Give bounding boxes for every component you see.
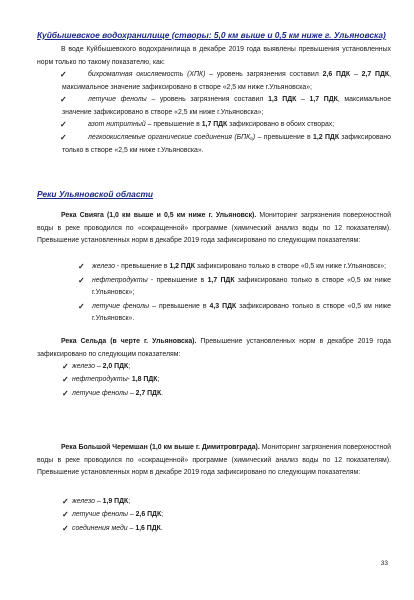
list-item xyxy=(62,69,391,94)
list-item xyxy=(62,94,391,119)
indicator-name: азот нитритный xyxy=(88,121,146,129)
item-value: 2,0 ПДК xyxy=(102,363,129,370)
list-item xyxy=(62,522,391,535)
check-icon: ✓ xyxy=(78,275,85,285)
indicator-name: железо xyxy=(72,363,95,370)
item-value: 1,3 ПДК xyxy=(268,96,297,104)
item-text: ; xyxy=(128,363,131,370)
indicator-name: летучие фенолы xyxy=(92,302,150,310)
item-text: ; xyxy=(157,376,160,384)
selda-paragraph xyxy=(37,336,391,361)
list-item xyxy=(62,508,391,521)
item-text: ; xyxy=(161,511,164,519)
item-text: – xyxy=(127,389,136,397)
item-value: 1,6 ПДК xyxy=(135,524,161,532)
indicator-name: летучие фенолы xyxy=(72,389,128,397)
item-text: - xyxy=(127,376,132,384)
check-icon: ✓ xyxy=(62,375,69,385)
cheremshan-body: Мониторинг загрязнения поверхностной воды в реке проводился по «сокращенной» программе (химический анализ воды по 12 показателям). Превышение установленных норм в декабре 2019 года зафиксировано по следующим показателям: xyxy=(37,444,392,477)
item-text: – xyxy=(350,71,362,78)
item-text: , максимальное значение зафиксировано в створе «2,5 км ниже г.Ульяновска»; xyxy=(62,96,392,116)
item-text: зафиксировано только в створе «0,5 км ниже г.Ульяновск». xyxy=(92,302,391,323)
item-text: зафиксировано в обоих створах; xyxy=(227,121,335,129)
indicator-name: нефтепродукты xyxy=(92,276,148,284)
item-value: 1,2 ПДК xyxy=(169,263,195,270)
indicator-name: нефтепродукты xyxy=(72,376,128,384)
item-text: . xyxy=(160,524,163,532)
check-icon: ✓ xyxy=(62,510,69,520)
list-item xyxy=(62,132,391,157)
indicator-name: легкоокисляемые органические соединения (БПК₅) xyxy=(88,133,256,141)
item-text: – превышение в xyxy=(255,133,314,141)
item-value: 4,3 ПДК xyxy=(209,302,237,310)
item-value: 1,2 ПДК xyxy=(313,133,340,141)
list-item xyxy=(62,373,391,386)
item-text: – xyxy=(296,96,310,104)
item-text: - превышение в xyxy=(147,276,208,284)
item-value: 2,6 ПДК xyxy=(135,511,162,519)
list-item xyxy=(80,261,391,274)
cheremshan-paragraph xyxy=(37,442,391,480)
indicator-name: летучие фенолы xyxy=(72,511,128,519)
item-value: 1,8 ПДК xyxy=(131,376,158,384)
kuib-indicator-list xyxy=(62,69,391,157)
item-value: 1,7 ПДК xyxy=(201,121,228,129)
item-text: , максимальное значение зафиксировано в створе «2,5 км ниже г.Ульяновска»; xyxy=(62,71,392,91)
check-icon: ✓ xyxy=(78,262,85,271)
selda-body: Превышение установленных норм в декабре 2019 года зафиксировано по следующим показателям: xyxy=(37,338,391,358)
sviyaga-heading: Река Свияга (1,0 км выше и 0,5 км ниже г. Ульяновск). xyxy=(61,212,257,219)
item-value: 2,6 ПДК xyxy=(322,71,351,78)
item-text: – xyxy=(94,363,103,370)
item-text: зафиксировано только в створе «2,5 км ниже г.Ульяновска». xyxy=(62,133,392,154)
selda-heading: Река Сельда (в черте г. Ульяновска). xyxy=(61,338,197,345)
item-text: ; xyxy=(128,498,131,505)
check-icon: ✓ xyxy=(60,120,67,130)
indicator-name: железо xyxy=(72,498,95,505)
item-text: – превышение в xyxy=(145,121,202,129)
check-icon: ✓ xyxy=(62,523,69,533)
check-icon: ✓ xyxy=(60,132,67,142)
item-text: - превышение в xyxy=(114,263,170,270)
sviyaga-paragraph xyxy=(37,210,391,248)
check-icon: ✓ xyxy=(78,301,85,311)
cheremshan-indicator-list xyxy=(62,495,391,535)
indicator-name: соединения меди xyxy=(72,524,128,532)
item-value: 1,7 ПДК xyxy=(207,276,235,284)
check-icon: ✓ xyxy=(62,497,69,506)
list-item xyxy=(62,495,391,508)
indicator-name: железо xyxy=(92,263,115,270)
item-text: – превышение в xyxy=(149,302,210,310)
check-icon: ✓ xyxy=(62,388,69,398)
check-icon: ✓ xyxy=(62,362,69,371)
item-text: . xyxy=(161,389,164,397)
item-value: 1,9 ПДК xyxy=(102,498,129,505)
list-item xyxy=(80,301,391,326)
rivers-subtitle: Реки Ульяновской области xyxy=(37,189,154,199)
item-value: 2,7 ПДК xyxy=(361,71,390,78)
check-icon: ✓ xyxy=(60,70,67,79)
item-text: – xyxy=(127,511,136,519)
indicator-name: летучие фенолы xyxy=(88,96,147,104)
page-number: 33 xyxy=(380,560,388,567)
list-item xyxy=(62,360,391,373)
list-item xyxy=(62,119,391,132)
cheremshan-heading: Река Большой Черемшан (1,0 км выше г. Димитровграда). xyxy=(61,444,260,451)
item-text: – уровень загрязнения составил xyxy=(205,71,323,78)
item-text: – xyxy=(127,524,136,532)
sviyaga-body: Мониторинг загрязнения поверхностной воды в реке проводился по «сокращенной» программе (химический анализ воды по 12 показателям). Превышение установленных норм в декабре 2019 года зафиксировано по следующим показателям: xyxy=(37,212,392,245)
item-text: – уровень загрязнения составил xyxy=(146,96,269,104)
list-item xyxy=(62,387,391,400)
section-title: Куйбышевское водохранилище (створы: 5,0 км выше и 0,5 км ниже г. Ульяновска) xyxy=(37,30,386,40)
indicator-name: бихроматная окисляемость (ХПК) xyxy=(88,71,206,78)
item-text: зафиксировано только в створе «0,5 км ниже г.Ульяновск»; xyxy=(92,276,391,297)
item-value: 2,7 ПДК xyxy=(135,389,162,397)
kuib-intro: В воде Куйбышевского водохранилища в декабре 2019 года выявлены превышения установленных норм только по такому показателю, как: xyxy=(37,46,391,66)
check-icon: ✓ xyxy=(60,95,67,105)
item-text: – xyxy=(94,498,103,505)
list-item xyxy=(80,275,391,300)
selda-indicator-list xyxy=(62,360,391,400)
sviyaga-indicator-list xyxy=(80,261,391,327)
item-text: зафиксировано только в створе «0,5 км ниже г.Ульяновск»; xyxy=(195,263,387,270)
item-value: 1,7 ПДК xyxy=(309,96,338,104)
